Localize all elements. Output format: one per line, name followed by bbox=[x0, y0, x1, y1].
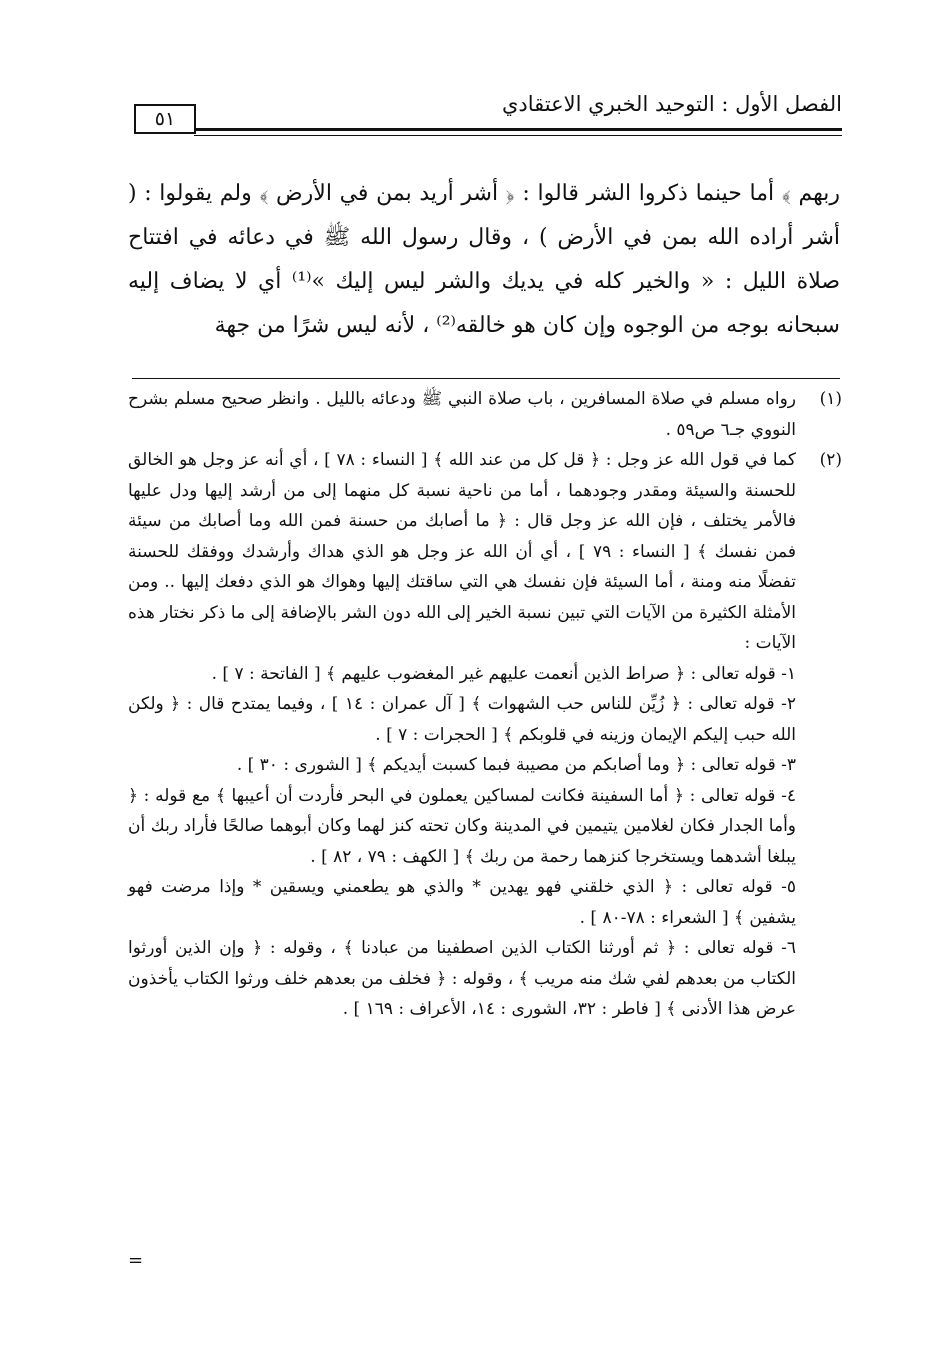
header-rule-thin bbox=[194, 135, 842, 136]
footnote-text: كما في قول الله عز وجل : ﴿ قل كل من عند الله ﴾ [ النساء : ٧٨ ] ، أي أنه عز وجل هو الخالق للحسنة والسيئة ومقدر وجودهما ، أما من ناحية نسبة كل منهما إلى من أرشد إليها ودل عليها فالأمر يختلف ، فإن الله عز وجل قال : ﴿ ما أصابك من حسنة فمن الله وما أصابك من سيئة فمن نفسك ﴾ [ النساء : ٧٩ ] ، أي أن الله عز وجل هو الذي هداك وأرشدك ووفقك للحسنة تفضلًا منه ومنة ، أما السيئة فإن نفسك هي التي ساقتك إليها وهواك هو الذي دفعك إليها .. ومن الأمثلة الكثيرة من الآيات التي تبين نسبة الخير إلى الله دون الشر بالإضافة إلى ما ذكر نختار هذه الآيات : bbox=[128, 450, 796, 653]
list-item: ٣- قوله تعالى : ﴿ وما أصابكم من مصيبة فبما كسبت أيديكم ﴾ [ الشورى : ٣٠ ] . bbox=[236, 755, 796, 775]
footnote-1 bbox=[128, 384, 842, 445]
continuation-mark: = bbox=[128, 1250, 144, 1271]
footnote-2 bbox=[128, 445, 842, 1025]
footnote-number: (١) bbox=[819, 389, 842, 409]
list-item: ٥- قوله تعالى : ﴿ الذي خلقني فهو يهدين * والذي هو يطعمني ويسقين * وإذا مرضت فهو يشفين ﴾ [ الشعراء : ٧٨-٨٠ ] . bbox=[128, 877, 796, 928]
footnote-text: رواه مسلم في صلاة المسافرين ، باب صلاة النبي ﷺ ودعائه بالليل . وانظر صحيح مسلم بشرح النووي جـ٦ ص٥٩ . bbox=[128, 389, 796, 440]
footnote-divider bbox=[132, 378, 840, 379]
page-header bbox=[134, 92, 842, 150]
verse-list bbox=[128, 659, 796, 1025]
list-item: ٤- قوله تعالى : ﴿ أما السفينة فكانت لمساكين يعملون في البحر فأردت أن أعيبها ﴾ مع قوله : ﴿ وأما الجدار فكان لغلامين يتيمين في المدينة وكان تحته كنز لهما وكان أبوهما صالحًا فأراد ربك أن يبلغا أشدهما ويستخرجا كنزهما رحمة من ربك ﴾ [ الكهف : ٧٩ ، ٨٢ ] . bbox=[128, 785, 796, 867]
main-paragraph: ربهم ﴾ أما حينما ذكروا الشر قالوا : ﴿ أشر أريد بمن في الأرض ﴾ ولم يقولوا : ( أشر أراده الله بمن في الأرض ) ، وقال رسول الله ﷺ في دعائه في افتتاح صلاة الليل : « والخير كله في يديك والشر ليس إليك »⁽¹⁾ أي لا يضاف إليه سبحانه بوجه من الوجوه وإن كان هو خالقه⁽²⁾ ، لأنه ليس شرًا من جهة bbox=[128, 181, 841, 338]
main-text bbox=[128, 172, 840, 348]
header-rule-thick bbox=[194, 128, 842, 131]
footnotes bbox=[128, 384, 842, 1025]
chapter-title: الفصل الأول : التوحيد الخبري الاعتقادي bbox=[501, 92, 842, 116]
list-item: ٢- قوله تعالى : ﴿ زُيِّن للناس حب الشهوات ﴾ [ آل عمران : ١٤ ] ، وفيما يمتدح قال : ﴿ ولكن الله حبب إليكم الإيمان وزينه في قلوبكم ﴾ [ الحجرات : ٧ ] . bbox=[128, 694, 796, 745]
list-item: ٦- قوله تعالى : ﴿ ثم أورثنا الكتاب الذين اصطفينا من عبادنا ﴾ ، وقوله : ﴿ وإن الذين أورثوا الكتاب من بعدهم لفي شك منه مريب ﴾ ، وقوله : ﴿ فخلف من بعدهم خلف ورثوا الكتاب يأخذون عرض هذا الأدنى ﴾ [ فاطر : ٣٢، الشورى : ١٤، الأعراف : ١٦٩ ] . bbox=[128, 938, 796, 1019]
footnote-number: (٢) bbox=[819, 450, 842, 470]
page-number: ٥١ bbox=[134, 104, 196, 134]
list-item: ١- قوله تعالى : ﴿ صراط الذين أنعمت عليهم غير المغضوب عليهم ﴾ [ الفاتحة : ٧ ] . bbox=[211, 663, 796, 684]
